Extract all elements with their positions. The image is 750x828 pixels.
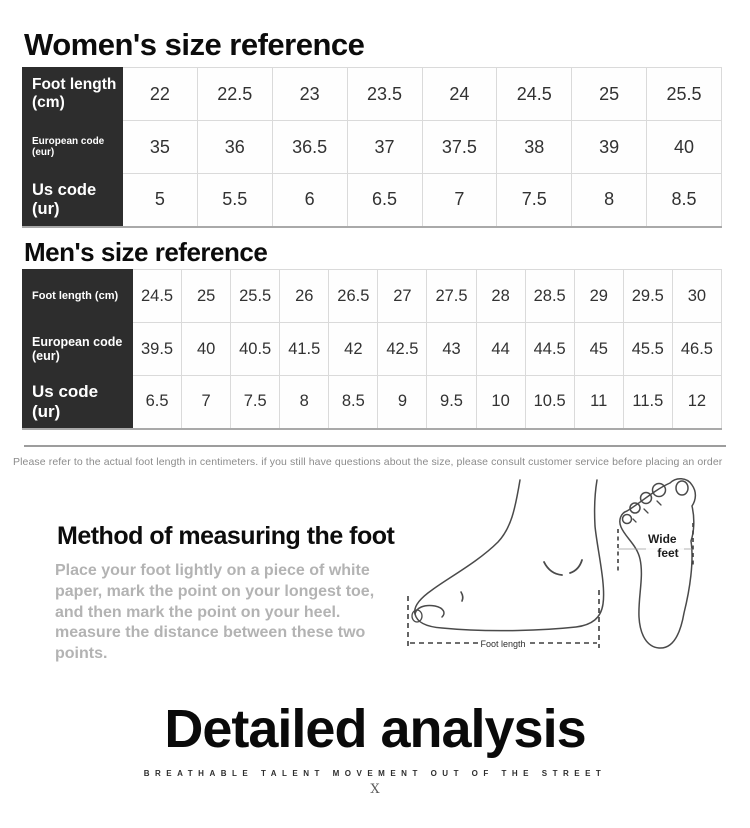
size-cell: 25.5	[647, 68, 722, 121]
foot-top-view-diagram	[613, 477, 707, 657]
size-cell: 5.5	[197, 174, 272, 227]
detailed-analysis-title: Detailed analysis	[164, 699, 586, 759]
size-cell: 11.5	[623, 376, 672, 429]
size-cell: 37	[347, 121, 422, 174]
size-cell: 36	[197, 121, 272, 174]
row-header-men-2: Us code (ur)	[23, 376, 133, 429]
size-cell: 38	[497, 121, 572, 174]
size-cell: 24.5	[497, 68, 572, 121]
size-cell: 8	[280, 376, 329, 429]
size-cell: 9.5	[427, 376, 476, 429]
size-cell: 37.5	[422, 121, 497, 174]
size-cell: 28	[476, 270, 525, 323]
size-cell: 22.5	[197, 68, 272, 121]
row-header-women-2: Us code (ur)	[23, 174, 123, 227]
table-row	[23, 121, 722, 174]
size-cell: 7.5	[497, 174, 572, 227]
size-cell: 22	[123, 68, 198, 121]
size-cell: 6.5	[133, 376, 182, 429]
size-cell: 40.5	[231, 323, 280, 376]
size-cell: 35	[123, 121, 198, 174]
size-cell: 27	[378, 270, 427, 323]
row-header-men-1: European code (eur)	[23, 323, 133, 376]
size-cell: 8.5	[647, 174, 722, 227]
size-cell: 44	[476, 323, 525, 376]
size-cell: 23	[272, 68, 347, 121]
measure-method-title: Method of measuring the foot	[57, 522, 395, 550]
size-cell: 26	[280, 270, 329, 323]
size-cell: 7	[422, 174, 497, 227]
size-cell: 23.5	[347, 68, 422, 121]
measure-instructions: Place your foot lightly on a piece of white paper, mark the point on your longest toe, and then mark the point on your heel. measure the distance between these two points.	[55, 562, 375, 663]
table-row	[23, 323, 722, 376]
size-cell: 7.5	[231, 376, 280, 429]
table-row	[23, 270, 722, 323]
foot-side-view-diagram	[398, 478, 610, 656]
table-row	[23, 376, 722, 429]
size-cell: 41.5	[280, 323, 329, 376]
size-cell: 40	[647, 121, 722, 174]
size-cell: 27.5	[427, 270, 476, 323]
size-cell: 45	[574, 323, 623, 376]
size-cell: 7	[182, 376, 231, 429]
row-header-women-0: Foot length (cm)	[23, 68, 123, 121]
size-cell: 8.5	[329, 376, 378, 429]
size-cell: 29	[574, 270, 623, 323]
size-cell: 25.5	[231, 270, 280, 323]
size-cell: 9	[378, 376, 427, 429]
size-cell: 36.5	[272, 121, 347, 174]
size-cell: 42	[329, 323, 378, 376]
row-header-women-1: European code (eur)	[23, 121, 123, 174]
size-cell: 24	[422, 68, 497, 121]
bottom-x-mark: X	[370, 782, 380, 797]
size-cell: 46.5	[672, 323, 721, 376]
men-size-table	[22, 269, 722, 430]
wide-feet-label: Wide feet	[648, 532, 679, 560]
women-size-title: Women's size reference	[24, 27, 365, 62]
size-cell: 25	[182, 270, 231, 323]
size-cell: 6.5	[347, 174, 422, 227]
size-cell: 42.5	[378, 323, 427, 376]
disclaimer-text: Please refer to the actual foot length in centimeters. if you still have questions about the size, please consult customer service before placing an order	[13, 456, 723, 468]
size-cell: 40	[182, 323, 231, 376]
analysis-subtitle: BREATHABLE TALENT MOVEMENT OUT OF THE STREET	[143, 769, 607, 778]
size-cell: 11	[574, 376, 623, 429]
size-cell: 39	[572, 121, 647, 174]
size-cell: 24.5	[133, 270, 182, 323]
women-size-table	[22, 67, 722, 228]
size-cell: 29.5	[623, 270, 672, 323]
size-cell: 10.5	[525, 376, 574, 429]
size-cell: 30	[672, 270, 721, 323]
size-cell: 39.5	[133, 323, 182, 376]
divider-line	[24, 445, 726, 447]
table-row	[23, 174, 722, 227]
table-row	[23, 68, 722, 121]
men-size-title: Men's size reference	[24, 237, 268, 267]
size-cell: 12	[672, 376, 721, 429]
size-cell: 10	[476, 376, 525, 429]
size-cell: 43	[427, 323, 476, 376]
size-cell: 5	[123, 174, 198, 227]
row-header-men-0: Foot length (cm)	[23, 270, 133, 323]
foot-length-label: Foot length	[480, 639, 526, 649]
size-cell: 6	[272, 174, 347, 227]
size-cell: 26.5	[329, 270, 378, 323]
size-cell: 25	[572, 68, 647, 121]
size-cell: 28.5	[525, 270, 574, 323]
size-cell: 8	[572, 174, 647, 227]
size-cell: 44.5	[525, 323, 574, 376]
size-cell: 45.5	[623, 323, 672, 376]
